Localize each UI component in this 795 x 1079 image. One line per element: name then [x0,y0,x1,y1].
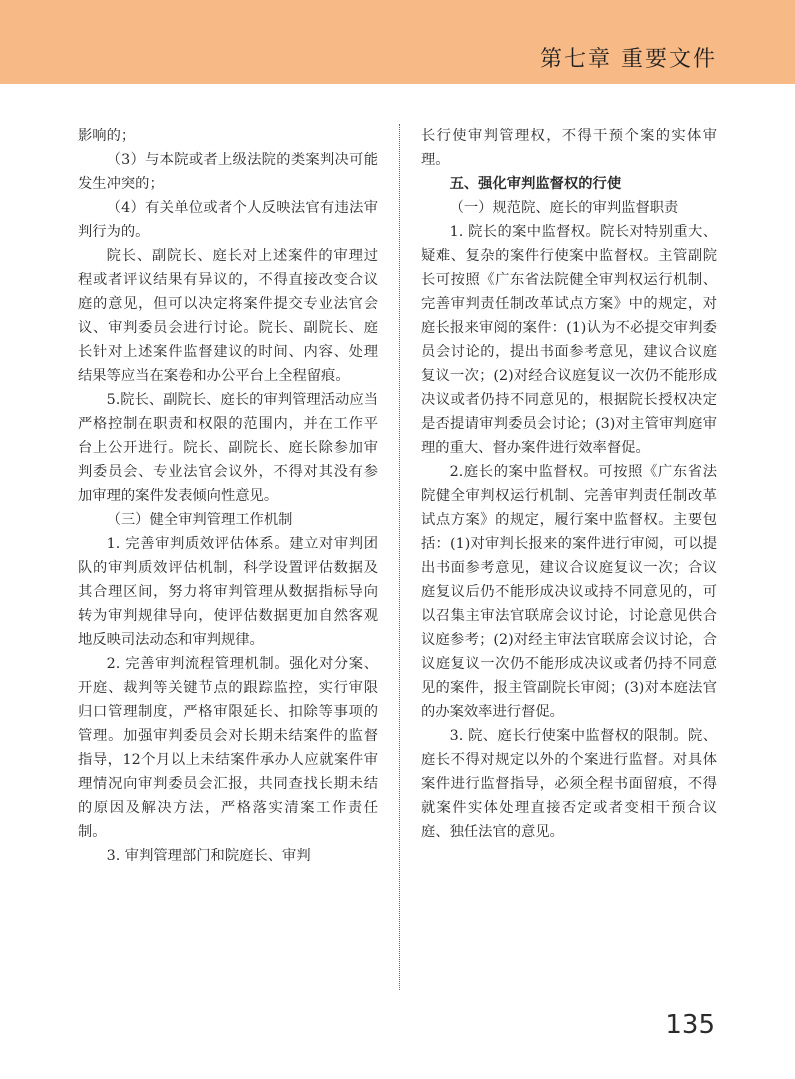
chapter-title: 第七章 重要文件 [540,47,717,72]
paragraph: 2. 完善审判流程管理机制。强化对分案、开庭、裁判等关键节点的跟踪监控，实行审限归口管理制度，严格审限延长、扣除等事项的管理。加强审判委员会对长期未结案件的监督指导，12个月以上未结案件承办人应就案件审理情况向审判委员会汇报，共同查找长期未结的原因及解决方法，严格落实清案工作责任制。 [78,656,378,840]
paragraph: 3. 审判管理部门和院庭长、审判 [106,848,311,864]
left-column [78,124,378,868]
paragraph: 1. 完善审判质效评估体系。建立对审判团队的审判质效评估机制，科学设置评估数据及其合理区间，努力将审判管理从数据指标导向转为审判规律导向，使评估数据更加自然客观地反映司法动态和审判规律。 [78,536,378,648]
paragraph: 院长、副院长、庭长对上述案件的审理过程或者评议结果有异议的，不得直接改变合议庭的意见，但可以决定将案件提交专业法官会议、审判委员会进行讨论。院长、副院长、庭长针对上述案件监督建议的时间、内容、处理结果等应当在案卷和办公平台上全程留痕。 [78,248,378,384]
paragraph: 5.院长、副院长、庭长的审判管理活动应当严格控制在职责和权限的范围内，并在工作平台上公开进行。院长、副院长、庭长除参加审判委员会、专业法官会议外，不得对其没有参加审理的案件发表倾向性意见。 [78,392,378,504]
section-heading: 五、强化审判监督权的行使 [449,176,622,192]
paragraph: 影响的； [78,128,136,144]
subsection-heading: （三）健全审判管理工作机制 [106,512,293,528]
subsection-heading: （一）规范院、庭长的审判监督职责 [449,200,679,216]
right-column [421,124,717,844]
page-number: 135 [665,1010,715,1040]
paragraph: 2.庭长的案中监督权。可按照《广东省法院健全审判权运行机制、完善审判责任制改革试点方案》的规定，履行案中监督权。主要包括：(1)对审判长报来的案件进行审阅，可以提出书面参考意见，建议合议庭复议一次；合议庭复议后仍不能形成决议或持不同意见的，可以召集主审法官联席会议讨论，讨论意见供合议庭参考；(2)对经主审法官联席会议讨论，合议庭复议一次仍不能形成决议或者仍持不同意见的案件，报主管副院长审阅；(3)对本庭法官的办案效率进行督促。 [421,464,717,720]
paragraph: 1. 院长的案中监督权。院长对特别重大、疑难、复杂的案件行使案中监督权。主管副院长可按照《广东省法院健全审判权运行机制、完善审判责任制改革试点方案》中的规定，对庭长报来审阅的案件：(1)认为不必提交审判委员会讨论的，提出书面参考意见，建议合议庭复议一次；(2)对经合议庭复议一次仍不能形成决议或者仍持不同意见的，根据院长授权决定是否提请审判委员会讨论；(3)对主管审判庭审理的重大、督办案件进行效率督促。 [421,224,717,456]
chapter-header-band [0,0,795,84]
paragraph: （4）有关单位或者个人反映法官有违法审判行为的。 [78,200,378,240]
column-divider [399,124,400,990]
paragraph: 长行使审判管理权，不得干预个案的实体审理。 [421,128,717,168]
paragraph: （3）与本院或者上级法院的类案判决可能发生冲突的； [78,152,378,192]
paragraph: 3. 院、庭长行使案中监督权的限制。院、庭长不得对规定以外的个案进行监督。对具体案件进行监督指导，必须全程书面留痕，不得就案件实体处理直接否定或者变相干预合议庭、独任法官的意见。 [421,728,717,840]
